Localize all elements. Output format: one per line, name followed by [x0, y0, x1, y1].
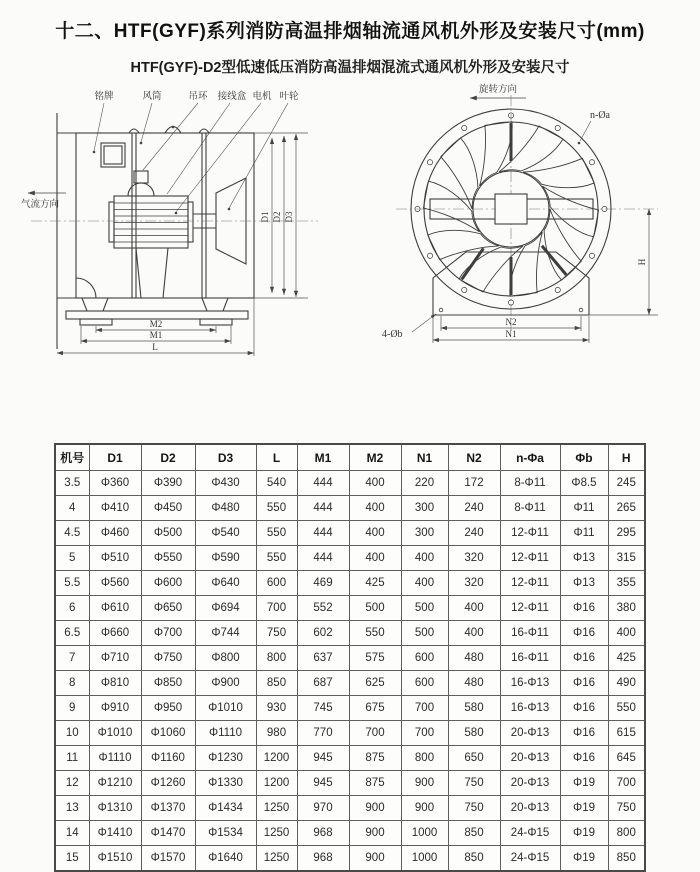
table-cell: 6 [55, 596, 89, 621]
table-cell: Φ430 [195, 471, 256, 496]
table-cell: 16-Φ13 [500, 696, 560, 721]
table-cell: Φ850 [141, 671, 195, 696]
table-cell: 900 [349, 846, 401, 872]
table-row [55, 821, 645, 846]
table-cell: 16-Φ11 [500, 621, 560, 646]
label-lifting-ring: 吊环 [188, 91, 208, 102]
table-cell: Φ810 [89, 671, 141, 696]
table-cell: 500 [401, 621, 448, 646]
table-cell: 12 [55, 771, 89, 796]
table-cell: Φ590 [195, 546, 256, 571]
table-cell: Φ750 [141, 646, 195, 671]
table-cell: 550 [256, 496, 297, 521]
flange-hole-callout: n-Øa [590, 110, 610, 121]
table-cell: 8-Φ11 [500, 471, 560, 496]
table-cell: Φ19 [560, 771, 608, 796]
table-cell: Φ11 [560, 496, 608, 521]
table-cell: Φ390 [141, 471, 195, 496]
technical-drawings [0, 81, 700, 377]
table-cell: Φ500 [141, 521, 195, 546]
table-cell: 20-Φ13 [500, 746, 560, 771]
table-cell: 400 [349, 496, 401, 521]
table-cell: 320 [448, 546, 500, 571]
dim-label-n1: N1 [505, 329, 517, 339]
table-cell: 550 [256, 521, 297, 546]
table-cell: 400 [349, 521, 401, 546]
table-cell: 11 [55, 746, 89, 771]
table-row [55, 846, 645, 872]
table-cell: 968 [297, 846, 349, 872]
table-cell: 425 [349, 571, 401, 596]
table-cell: Φ1160 [141, 746, 195, 771]
table-cell: 770 [297, 721, 349, 746]
table-cell: 750 [256, 621, 297, 646]
table-cell: 687 [297, 671, 349, 696]
table-cell: 900 [349, 796, 401, 821]
table-cell: 850 [448, 821, 500, 846]
table-cell: Φ1010 [195, 696, 256, 721]
table-cell: 469 [297, 571, 349, 596]
table-cell: 400 [401, 571, 448, 596]
table-cell: 490 [608, 671, 645, 696]
table-cell: 800 [401, 746, 448, 771]
airflow-label: 气流方向 [21, 199, 60, 210]
page-title: 十二、HTF(GYF)系列消防高温排烟轴流通风机外形及安装尺寸(mm) [55, 21, 645, 42]
dim-label-n2: N2 [505, 317, 517, 327]
table-cell: 700 [256, 596, 297, 621]
table-cell: Φ1210 [89, 771, 141, 796]
table-row [55, 521, 645, 546]
table-cell: 400 [349, 546, 401, 571]
table-cell: Φ1110 [195, 721, 256, 746]
side-view-drawing [16, 81, 368, 377]
table-row [55, 696, 645, 721]
column-header: N1 [401, 444, 448, 471]
table-row [55, 471, 645, 496]
table-cell: 444 [297, 546, 349, 571]
table-cell: 600 [401, 646, 448, 671]
table-row [55, 571, 645, 596]
table-cell: Φ16 [560, 596, 608, 621]
table-cell: 930 [256, 696, 297, 721]
table-cell: 637 [297, 646, 349, 671]
dimension-lines-front [433, 209, 658, 343]
table-cell: Φ11 [560, 521, 608, 546]
table-cell: 650 [448, 746, 500, 771]
table-cell: 700 [349, 721, 401, 746]
dim-label-d1: D1 [260, 211, 270, 223]
table-cell: 850 [608, 846, 645, 872]
table-cell: 750 [448, 771, 500, 796]
table-cell: Φ19 [560, 846, 608, 872]
table-cell: Φ744 [195, 621, 256, 646]
column-header: M2 [349, 444, 401, 471]
table-cell: 700 [608, 771, 645, 796]
table-cell: Φ13 [560, 571, 608, 596]
column-header: N2 [448, 444, 500, 471]
table-cell: Φ1534 [195, 821, 256, 846]
table-cell: Φ1230 [195, 746, 256, 771]
table-cell: 580 [448, 696, 500, 721]
table-cell: 970 [297, 796, 349, 821]
table-cell: 12-Φ11 [500, 596, 560, 621]
spec-table [54, 443, 646, 872]
table-cell: 5.5 [55, 571, 89, 596]
table-cell: 320 [448, 571, 500, 596]
table-cell: Φ16 [560, 621, 608, 646]
label-duct: 风筒 [142, 91, 162, 102]
table-cell: 480 [448, 646, 500, 671]
table-cell: 400 [401, 546, 448, 571]
table-cell: 295 [608, 521, 645, 546]
dim-label-m1: M1 [149, 330, 163, 340]
table-cell: 480 [448, 671, 500, 696]
column-header: n-Φa [500, 444, 560, 471]
table-row [55, 721, 645, 746]
table-cell: 1200 [256, 771, 297, 796]
table-cell: 16-Φ11 [500, 646, 560, 671]
table-cell: Φ560 [89, 571, 141, 596]
column-header: L [256, 444, 297, 471]
table-cell: 4 [55, 496, 89, 521]
table-cell: 315 [608, 546, 645, 571]
table-cell: Φ13 [560, 546, 608, 571]
table-cell: 9 [55, 696, 89, 721]
table-cell: 750 [608, 796, 645, 821]
table-cell: Φ910 [89, 696, 141, 721]
table-cell: Φ450 [141, 496, 195, 521]
table-cell: Φ16 [560, 746, 608, 771]
table-cell: Φ610 [89, 596, 141, 621]
table-cell: 968 [297, 821, 349, 846]
table-cell: 265 [608, 496, 645, 521]
table-cell: Φ1330 [195, 771, 256, 796]
table-cell: 400 [349, 471, 401, 496]
table-cell: 580 [448, 721, 500, 746]
table-cell: 1200 [256, 746, 297, 771]
table-cell: Φ660 [89, 621, 141, 646]
table-cell: 850 [448, 846, 500, 872]
table-cell: 3.5 [55, 471, 89, 496]
table-cell: 12-Φ11 [500, 546, 560, 571]
label-junction-box: 接线盒 [217, 91, 247, 102]
label-impeller: 叶轮 [279, 91, 299, 102]
page [0, 16, 700, 870]
table-cell: Φ540 [195, 521, 256, 546]
column-header: Φb [560, 444, 608, 471]
table-cell: 1250 [256, 846, 297, 872]
table-cell: 8-Φ11 [500, 496, 560, 521]
dim-label-l: L [152, 342, 158, 352]
table-cell: Φ16 [560, 696, 608, 721]
table-cell: 15 [55, 846, 89, 872]
table-cell: 500 [401, 596, 448, 621]
column-header: M1 [297, 444, 349, 471]
table-cell: Φ650 [141, 596, 195, 621]
table-row [55, 746, 645, 771]
table-cell: Φ510 [89, 546, 141, 571]
table-cell: 300 [401, 496, 448, 521]
table-cell: 444 [297, 496, 349, 521]
table-cell: Φ900 [195, 671, 256, 696]
table-cell: Φ360 [89, 471, 141, 496]
column-header: D2 [141, 444, 195, 471]
table-cell: 14 [55, 821, 89, 846]
table-cell: 600 [401, 671, 448, 696]
table-cell: Φ694 [195, 596, 256, 621]
table-cell: 13 [55, 796, 89, 821]
table-cell: 6.5 [55, 621, 89, 646]
table-cell: Φ19 [560, 796, 608, 821]
flange-hole-leader [580, 121, 591, 141]
table-cell: Φ1410 [89, 821, 141, 846]
table-cell: 400 [448, 596, 500, 621]
table-cell: Φ1370 [141, 796, 195, 821]
table-cell: 575 [349, 646, 401, 671]
table-row [55, 796, 645, 821]
table-cell: 745 [297, 696, 349, 721]
table-row [55, 621, 645, 646]
table-cell: 380 [608, 596, 645, 621]
table-row [55, 546, 645, 571]
table-cell: 675 [349, 696, 401, 721]
table-cell: 20-Φ13 [500, 771, 560, 796]
table-cell: Φ480 [195, 496, 256, 521]
table-cell: 400 [448, 621, 500, 646]
table-cell: 240 [448, 521, 500, 546]
table-cell: 900 [401, 771, 448, 796]
spec-table-body [55, 471, 645, 872]
table-cell: 700 [401, 721, 448, 746]
table-row [55, 771, 645, 796]
column-header: 机号 [55, 444, 89, 471]
table-cell: 550 [608, 696, 645, 721]
table-cell: 500 [349, 596, 401, 621]
label-nameplate: 铭牌 [94, 91, 114, 102]
table-cell: 12-Φ11 [500, 571, 560, 596]
table-cell: 540 [256, 471, 297, 496]
column-header: H [608, 444, 645, 471]
table-cell: 1000 [401, 821, 448, 846]
table-cell: 240 [448, 496, 500, 521]
table-cell: Φ16 [560, 721, 608, 746]
table-row [55, 496, 645, 521]
table-cell: 1000 [401, 846, 448, 872]
table-cell: Φ700 [141, 621, 195, 646]
table-cell: 550 [256, 546, 297, 571]
table-cell: 550 [349, 621, 401, 646]
table-cell: Φ1640 [195, 846, 256, 872]
table-row [55, 671, 645, 696]
table-cell: 875 [349, 771, 401, 796]
table-cell: 24-Φ15 [500, 846, 560, 872]
table-cell: 12-Φ11 [500, 521, 560, 546]
table-cell: 4.5 [55, 521, 89, 546]
table-cell: 425 [608, 646, 645, 671]
table-cell: Φ1060 [141, 721, 195, 746]
table-cell: 1250 [256, 796, 297, 821]
table-cell: Φ16 [560, 646, 608, 671]
table-cell: Φ460 [89, 521, 141, 546]
table-cell: 850 [256, 671, 297, 696]
table-cell: Φ16 [560, 671, 608, 696]
table-cell: Φ1110 [89, 746, 141, 771]
table-cell: 750 [448, 796, 500, 821]
table-cell: 16-Φ13 [500, 671, 560, 696]
table-cell: Φ1510 [89, 846, 141, 872]
table-cell: 8 [55, 671, 89, 696]
table-cell: 700 [401, 696, 448, 721]
table-row [55, 646, 645, 671]
table-cell: 10 [55, 721, 89, 746]
base-hole-callout: 4-Øb [382, 329, 403, 340]
table-cell: 945 [297, 746, 349, 771]
table-cell: 355 [608, 571, 645, 596]
table-cell: Φ410 [89, 496, 141, 521]
table-cell: 980 [256, 721, 297, 746]
table-cell: 875 [349, 746, 401, 771]
table-cell: 552 [297, 596, 349, 621]
front-view-drawing [368, 81, 694, 377]
table-cell: 400 [608, 621, 645, 646]
table-cell: 900 [349, 821, 401, 846]
table-cell: Φ1570 [141, 846, 195, 872]
base-hole-leader [412, 314, 436, 332]
table-cell: Φ950 [141, 696, 195, 721]
table-cell: 20-Φ13 [500, 796, 560, 821]
table-cell: 444 [297, 521, 349, 546]
spec-table-header-row [55, 444, 645, 471]
table-cell: 5 [55, 546, 89, 571]
table-cell: 625 [349, 671, 401, 696]
table-cell: 7 [55, 646, 89, 671]
table-cell: Φ19 [560, 821, 608, 846]
label-motor: 电机 [252, 91, 272, 102]
table-cell: 945 [297, 771, 349, 796]
table-cell: 800 [256, 646, 297, 671]
dim-label-d2: D2 [272, 211, 282, 223]
column-header: D1 [89, 444, 141, 471]
dim-label-h: H [637, 258, 647, 266]
table-cell: 220 [401, 471, 448, 496]
dim-label-d3: D3 [284, 211, 294, 223]
table-cell: Φ1260 [141, 771, 195, 796]
rotation-direction-label: 旋转方向 [478, 84, 518, 95]
table-cell: 800 [608, 821, 645, 846]
table-cell: Φ800 [195, 646, 256, 671]
column-header: D3 [195, 444, 256, 471]
table-cell: Φ1010 [89, 721, 141, 746]
table-cell: 24-Φ15 [500, 821, 560, 846]
table-cell: 645 [608, 746, 645, 771]
table-cell: 900 [401, 796, 448, 821]
table-cell: 172 [448, 471, 500, 496]
table-cell: 600 [256, 571, 297, 596]
table-cell: 245 [608, 471, 645, 496]
table-cell: Φ1310 [89, 796, 141, 821]
table-cell: Φ550 [141, 546, 195, 571]
table-cell: Φ1434 [195, 796, 256, 821]
fan-casing-outline [57, 113, 254, 349]
table-cell: Φ710 [89, 646, 141, 671]
page-subtitle: HTF(GYF)-D2型低速低压消防高温排烟混流式通风机外形及安装尺寸 [130, 60, 570, 76]
table-cell: 1250 [256, 821, 297, 846]
table-cell: 20-Φ13 [500, 721, 560, 746]
dim-label-m2: M2 [149, 319, 163, 329]
table-cell: 615 [608, 721, 645, 746]
flange-hole-leader-dot [578, 142, 581, 145]
table-cell: 602 [297, 621, 349, 646]
table-cell: 444 [297, 471, 349, 496]
table-cell: Φ600 [141, 571, 195, 596]
table-cell: Φ1470 [141, 821, 195, 846]
table-row [55, 596, 645, 621]
table-cell: 300 [401, 521, 448, 546]
table-cell: Φ640 [195, 571, 256, 596]
table-cell: Φ8.5 [560, 471, 608, 496]
